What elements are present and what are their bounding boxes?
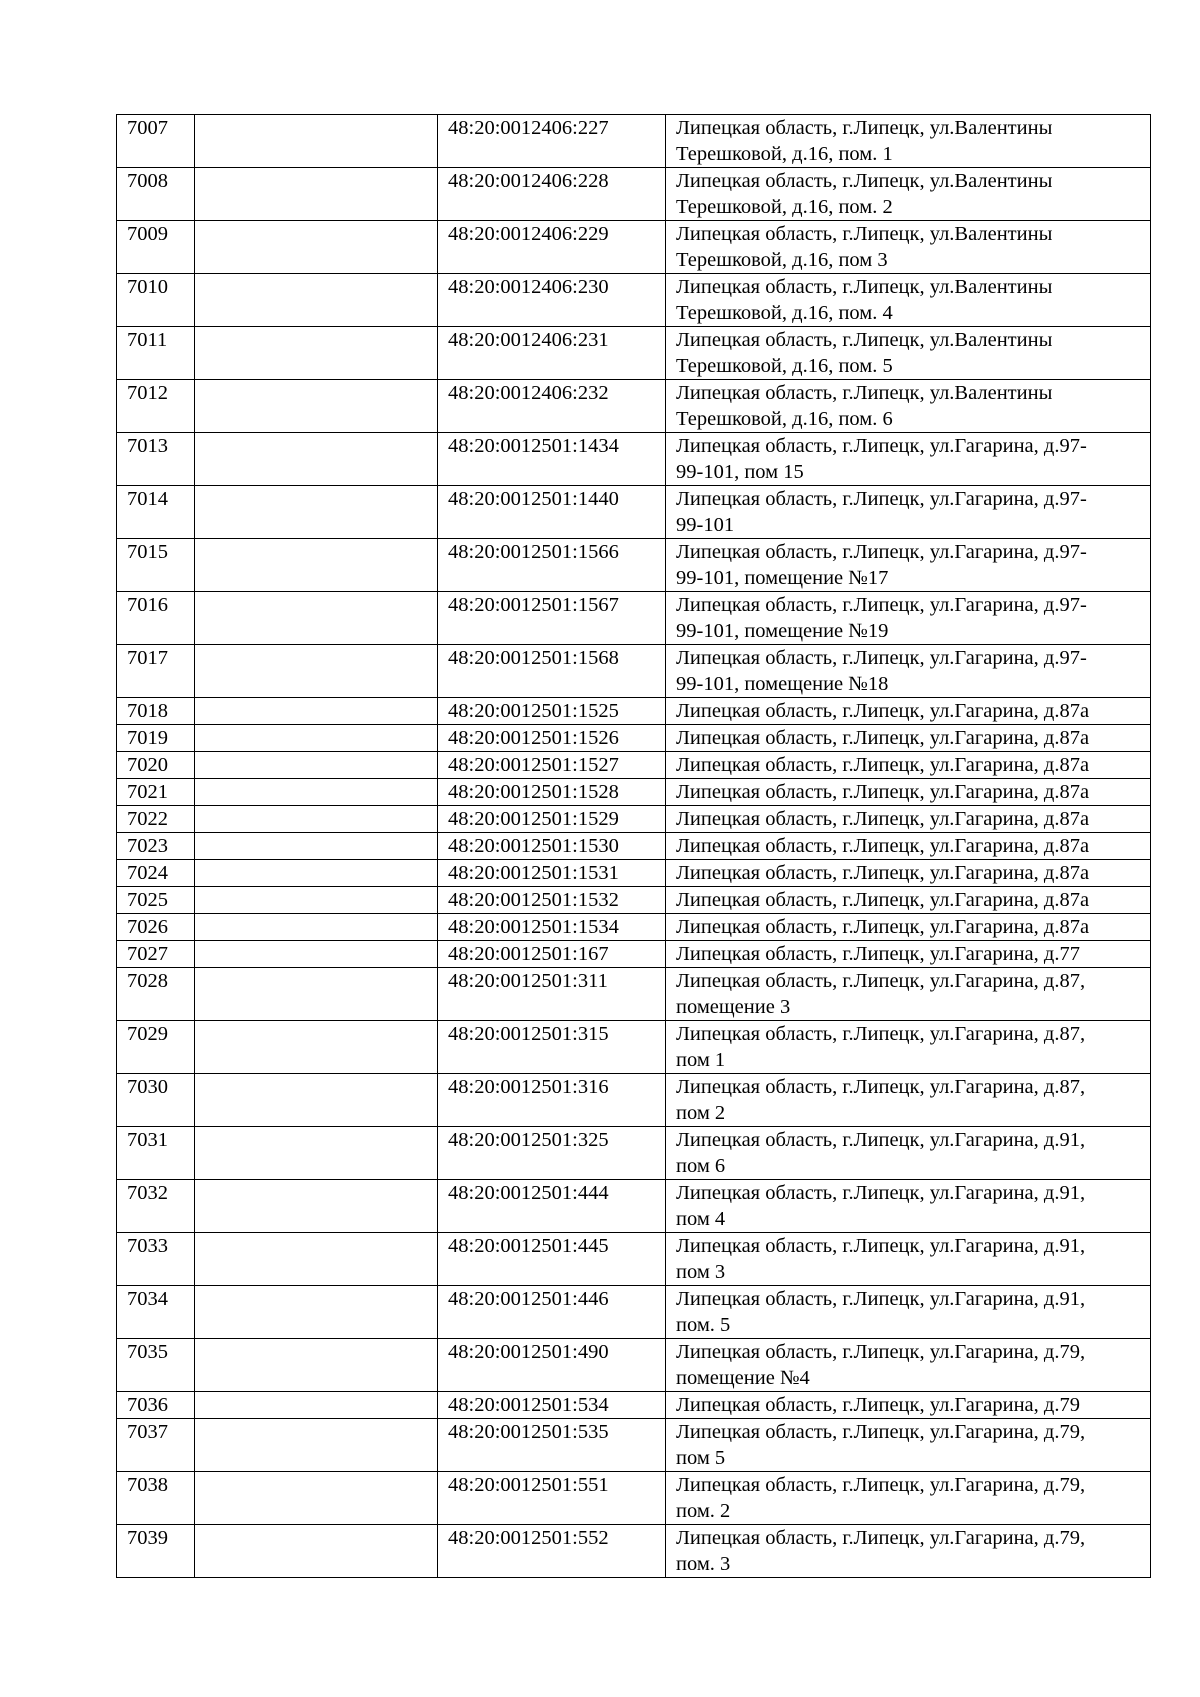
owner-cell [195,698,438,725]
owner-cell [195,1021,438,1074]
address-line: Липецкая область, г.Липецк, ул.Валентины [676,170,1053,192]
cadastral-number-cell: 48:20:0012501:1525 [438,698,666,725]
address-line: 99-101 [676,514,735,536]
address-line: пом 5 [676,1447,726,1469]
owner-cell [195,941,438,968]
address-line: Липецкая область, г.Липецк, ул.Гагарина, д.87а [676,754,1090,776]
cadastral-number-cell: 48:20:0012406:232 [438,380,666,433]
address-cell [666,592,1151,645]
cadastral-number-cell: 48:20:0012501:1530 [438,833,666,860]
owner-cell [195,1180,438,1233]
address-cell [666,645,1151,698]
address-line: Липецкая область, г.Липецк, ул.Гагарина, д.91, [676,1235,1086,1257]
row-number-cell: 7017 [117,645,195,698]
address-line: Терешковой, д.16, пом. 2 [676,196,893,218]
address-line: Липецкая область, г.Липецк, ул.Гагарина, д.91, [676,1129,1086,1151]
row-number-cell: 7010 [117,274,195,327]
cadastral-number-cell: 48:20:0012406:229 [438,221,666,274]
table-row [117,327,1151,380]
cadastral-number-cell: 48:20:0012501:1567 [438,592,666,645]
table-row [117,539,1151,592]
address-line: Липецкая область, г.Липецк, ул.Валентины [676,329,1053,351]
cadastral-number-cell: 48:20:0012501:1532 [438,887,666,914]
address-line: Липецкая область, г.Липецк, ул.Гагарина, д.79, [676,1527,1086,1549]
cadastral-number-cell: 48:20:0012501:551 [438,1472,666,1525]
address-line: Липецкая область, г.Липецк, ул.Гагарина, д.97- [676,594,1087,616]
registry-table-body [117,115,1151,1578]
cadastral-number-cell: 48:20:0012501:1527 [438,752,666,779]
owner-cell [195,1525,438,1578]
address-cell [666,327,1151,380]
row-number-cell: 7032 [117,1180,195,1233]
address-line: помещение №4 [676,1367,810,1389]
table-row [117,1074,1151,1127]
address-cell [666,779,1151,806]
cadastral-number-cell: 48:20:0012501:325 [438,1127,666,1180]
row-number-cell: 7039 [117,1525,195,1578]
address-cell [666,1074,1151,1127]
table-row [117,221,1151,274]
address-line: Липецкая область, г.Липецк, ул.Гагарина, д.87а [676,727,1090,749]
row-number-cell: 7033 [117,1233,195,1286]
row-number-cell: 7015 [117,539,195,592]
row-number-cell: 7016 [117,592,195,645]
owner-cell [195,860,438,887]
owner-cell [195,433,438,486]
address-line: Липецкая область, г.Липецк, ул.Гагарина, д.79, [676,1421,1086,1443]
address-cell [666,1339,1151,1392]
table-row [117,433,1151,486]
address-line: Липецкая область, г.Липецк, ул.Гагарина, д.87а [676,700,1090,722]
address-cell [666,115,1151,168]
table-row [117,1127,1151,1180]
row-number-cell: 7036 [117,1392,195,1419]
table-row [117,779,1151,806]
address-cell [666,833,1151,860]
address-line: Липецкая область, г.Липецк, ул.Гагарина, д.87а [676,835,1090,857]
address-line: Липецкая область, г.Липецк, ул.Гагарина, д.91, [676,1288,1086,1310]
table-row [117,486,1151,539]
address-line: Липецкая область, г.Липецк, ул.Гагарина, д.87а [676,781,1090,803]
row-number-cell: 7012 [117,380,195,433]
address-cell [666,1021,1151,1074]
table-row [117,887,1151,914]
registry-table [116,114,1151,1578]
row-number-cell: 7027 [117,941,195,968]
table-row [117,1180,1151,1233]
table-row [117,592,1151,645]
address-line: Липецкая область, г.Липецк, ул.Гагарина, д.87, [676,970,1086,992]
owner-cell [195,779,438,806]
row-number-cell: 7034 [117,1286,195,1339]
document-page [116,114,1150,1578]
address-line: Липецкая область, г.Липецк, ул.Гагарина, д.97- [676,541,1087,563]
cadastral-number-cell: 48:20:0012501:1531 [438,860,666,887]
row-number-cell: 7023 [117,833,195,860]
owner-cell [195,725,438,752]
row-number-cell: 7018 [117,698,195,725]
address-cell [666,1127,1151,1180]
address-cell [666,433,1151,486]
row-number-cell: 7029 [117,1021,195,1074]
owner-cell [195,221,438,274]
address-line: Липецкая область, г.Липецк, ул.Гагарина, д.87, [676,1023,1086,1045]
owner-cell [195,1472,438,1525]
table-row [117,1525,1151,1578]
row-number-cell: 7011 [117,327,195,380]
address-line: Липецкая область, г.Липецк, ул.Гагарина, д.87а [676,862,1090,884]
row-number-cell: 7024 [117,860,195,887]
owner-cell [195,806,438,833]
row-number-cell: 7008 [117,168,195,221]
address-line: Терешковой, д.16, пом. 6 [676,408,893,430]
table-row [117,1392,1151,1419]
owner-cell [195,1286,438,1339]
row-number-cell: 7022 [117,806,195,833]
address-cell [666,1525,1151,1578]
address-cell [666,1233,1151,1286]
owner-cell [195,645,438,698]
owner-cell [195,1233,438,1286]
cadastral-number-cell: 48:20:0012406:230 [438,274,666,327]
address-line: пом 1 [676,1049,726,1071]
address-line: Терешковой, д.16, пом 3 [676,249,888,271]
address-line: пом. 2 [676,1500,731,1522]
table-row [117,1339,1151,1392]
row-number-cell: 7021 [117,779,195,806]
address-cell [666,1286,1151,1339]
table-row [117,1021,1151,1074]
address-cell [666,941,1151,968]
row-number-cell: 7031 [117,1127,195,1180]
table-row [117,752,1151,779]
table-row [117,698,1151,725]
cadastral-number-cell: 48:20:0012501:1440 [438,486,666,539]
table-row [117,168,1151,221]
cadastral-number-cell: 48:20:0012501:315 [438,1021,666,1074]
address-cell [666,168,1151,221]
cadastral-number-cell: 48:20:0012501:1528 [438,779,666,806]
cadastral-number-cell: 48:20:0012501:446 [438,1286,666,1339]
address-line: Липецкая область, г.Липецк, ул.Валентины [676,276,1053,298]
address-line: пом 4 [676,1208,726,1230]
table-row [117,645,1151,698]
cadastral-number-cell: 48:20:0012501:444 [438,1180,666,1233]
owner-cell [195,887,438,914]
address-line: Липецкая область, г.Липецк, ул.Гагарина, д.87а [676,808,1090,830]
cadastral-number-cell: 48:20:0012501:316 [438,1074,666,1127]
address-line: помещение 3 [676,996,791,1018]
address-line: Липецкая область, г.Липецк, ул.Гагарина, д.77 [676,943,1080,965]
owner-cell [195,914,438,941]
cadastral-number-cell: 48:20:0012501:1534 [438,914,666,941]
row-number-cell: 7020 [117,752,195,779]
table-row [117,115,1151,168]
address-line: 99-101, пом 15 [676,461,804,483]
table-row [117,806,1151,833]
owner-cell [195,1127,438,1180]
address-cell [666,806,1151,833]
address-cell [666,860,1151,887]
cadastral-number-cell: 48:20:0012501:535 [438,1419,666,1472]
address-line: Липецкая область, г.Липецк, ул.Валентины [676,223,1053,245]
owner-cell [195,539,438,592]
table-row [117,1233,1151,1286]
row-number-cell: 7028 [117,968,195,1021]
address-line: 99-101, помещение №19 [676,620,889,642]
address-cell [666,887,1151,914]
table-row [117,1286,1151,1339]
cadastral-number-cell: 48:20:0012501:167 [438,941,666,968]
cadastral-number-cell: 48:20:0012501:1566 [438,539,666,592]
address-cell [666,725,1151,752]
address-cell [666,752,1151,779]
address-line: Липецкая область, г.Липецк, ул.Гагарина, д.79, [676,1474,1086,1496]
table-row [117,725,1151,752]
address-line: Липецкая область, г.Липецк, ул.Гагарина, д.87а [676,916,1090,938]
table-row [117,860,1151,887]
address-line: пом 2 [676,1102,726,1124]
owner-cell [195,1392,438,1419]
address-line: Терешковой, д.16, пом. 4 [676,302,893,324]
row-number-cell: 7009 [117,221,195,274]
address-cell [666,1472,1151,1525]
address-line: Терешковой, д.16, пом. 5 [676,355,893,377]
row-number-cell: 7025 [117,887,195,914]
address-line: Липецкая область, г.Липецк, ул.Гагарина, д.79, [676,1341,1086,1363]
address-line: Липецкая область, г.Липецк, ул.Гагарина, д.97- [676,488,1087,510]
address-cell [666,1180,1151,1233]
address-cell [666,698,1151,725]
table-row [117,380,1151,433]
address-line: Липецкая область, г.Липецк, ул.Гагарина, д.97- [676,647,1087,669]
row-number-cell: 7037 [117,1419,195,1472]
owner-cell [195,1339,438,1392]
cadastral-number-cell: 48:20:0012501:445 [438,1233,666,1286]
address-line: пом. 5 [676,1314,731,1336]
cadastral-number-cell: 48:20:0012501:311 [438,968,666,1021]
row-number-cell: 7026 [117,914,195,941]
address-cell [666,274,1151,327]
owner-cell [195,833,438,860]
cadastral-number-cell: 48:20:0012406:231 [438,327,666,380]
owner-cell [195,380,438,433]
cadastral-number-cell: 48:20:0012501:490 [438,1339,666,1392]
cadastral-number-cell: 48:20:0012406:228 [438,168,666,221]
address-line: Липецкая область, г.Липецк, ул.Гагарина, д.97- [676,435,1087,457]
cadastral-number-cell: 48:20:0012406:227 [438,115,666,168]
address-cell [666,486,1151,539]
row-number-cell: 7030 [117,1074,195,1127]
table-row [117,274,1151,327]
row-number-cell: 7013 [117,433,195,486]
address-line: Липецкая область, г.Липецк, ул.Валентины [676,117,1053,139]
address-cell [666,968,1151,1021]
address-cell [666,380,1151,433]
address-line: Липецкая область, г.Липецк, ул.Гагарина, д.79 [676,1394,1080,1416]
table-row [117,914,1151,941]
cadastral-number-cell: 48:20:0012501:552 [438,1525,666,1578]
table-row [117,1419,1151,1472]
address-line: Липецкая область, г.Липецк, ул.Гагарина, д.87а [676,889,1090,911]
address-line: пом 3 [676,1261,726,1283]
cadastral-number-cell: 48:20:0012501:1434 [438,433,666,486]
row-number-cell: 7038 [117,1472,195,1525]
address-line: пом. 3 [676,1553,731,1575]
table-row [117,1472,1151,1525]
cadastral-number-cell: 48:20:0012501:1526 [438,725,666,752]
owner-cell [195,592,438,645]
cadastral-number-cell: 48:20:0012501:1529 [438,806,666,833]
address-cell [666,539,1151,592]
address-line: Терешковой, д.16, пом. 1 [676,143,893,165]
address-cell [666,914,1151,941]
table-row [117,968,1151,1021]
row-number-cell: 7014 [117,486,195,539]
address-cell [666,1419,1151,1472]
owner-cell [195,968,438,1021]
address-line: Липецкая область, г.Липецк, ул.Гагарина, д.91, [676,1182,1086,1204]
address-cell [666,1392,1151,1419]
row-number-cell: 7007 [117,115,195,168]
owner-cell [195,486,438,539]
owner-cell [195,1419,438,1472]
owner-cell [195,752,438,779]
table-row [117,941,1151,968]
address-line: 99-101, помещение №17 [676,567,889,589]
address-line: пом 6 [676,1155,726,1177]
owner-cell [195,168,438,221]
owner-cell [195,274,438,327]
table-row [117,833,1151,860]
row-number-cell: 7035 [117,1339,195,1392]
address-line: Липецкая область, г.Липецк, ул.Гагарина, д.87, [676,1076,1086,1098]
row-number-cell: 7019 [117,725,195,752]
address-cell [666,221,1151,274]
address-line: 99-101, помещение №18 [676,673,889,695]
owner-cell [195,1074,438,1127]
owner-cell [195,327,438,380]
cadastral-number-cell: 48:20:0012501:534 [438,1392,666,1419]
owner-cell [195,115,438,168]
cadastral-number-cell: 48:20:0012501:1568 [438,645,666,698]
address-line: Липецкая область, г.Липецк, ул.Валентины [676,382,1053,404]
